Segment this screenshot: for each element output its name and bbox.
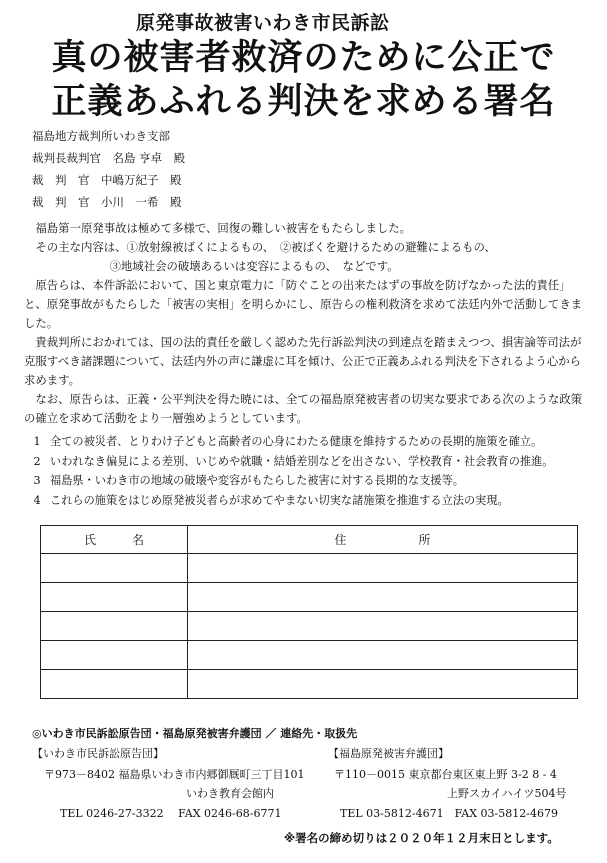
- petition-body: [24, 219, 584, 428]
- address-field[interactable]: [188, 670, 578, 699]
- paragraph-2b: ③地域社会の破壊あるいは変容によるもの、 などです。: [109, 259, 399, 273]
- name-column-header: 氏 名: [41, 526, 188, 554]
- signature-table: [40, 525, 578, 699]
- paragraph-4: 貴裁判所におかれては、国の法的責任を厳しく認めた先行訴訟判決の到達点を踏まえつつ、損害論等司法が克服すべき諸課題について、法廷内外の声に謙虚に耳を傾け、公正で正義あふれる判決を下されるよう心から求めます。: [24, 335, 582, 387]
- address-field[interactable]: [188, 641, 578, 670]
- addressee-court: 福島地方裁判所いわき支部: [32, 129, 170, 143]
- signature-table-header: [41, 526, 578, 554]
- right-address-line2: 上野スカイハイツ504号: [447, 787, 567, 800]
- name-field[interactable]: [41, 583, 188, 612]
- table-row: [41, 641, 578, 670]
- paragraph-5: なお、原告らは、正義・公平判決を得た暁には、全ての福島原発被害者の切実な要求である次のような政策の確立を求めて活動をより一層強めようとしています。: [24, 392, 583, 425]
- paragraph-1: 福島第一原発事故は極めて多様で、回復の難しい被害をもたらしました。: [35, 221, 412, 235]
- left-contact-numbers: TEL 0246-27-3322 FAX 0246-68-6771: [60, 807, 282, 820]
- address-column-header: 住 所: [188, 526, 578, 554]
- address-field[interactable]: [188, 612, 578, 641]
- addressee-chief-judge: 裁判長裁判官 名島 亨卓 殿: [32, 151, 186, 165]
- left-address-line1: 〒973－8402 福島県いわき市内郷御厩町三丁目101: [44, 768, 305, 781]
- addressee-judge-1: 裁 判 官 中嶋万紀子 殿: [32, 173, 182, 187]
- name-field[interactable]: [41, 670, 188, 699]
- organization-name: 原発事故被害いわき市民訴訟: [136, 12, 390, 34]
- table-row: [41, 670, 578, 699]
- right-organization: 【福島原発被害弁護団】: [328, 747, 449, 760]
- name-field[interactable]: [41, 641, 188, 670]
- list-item: 1 全ての被災者、とりわけ子どもと高齢者の心身にわたる健康を維持するための長期的施策を確立。: [33, 435, 543, 448]
- list-item: 3 福島県・いわき市の地域の破壊や変容がもたらした被害に対する長期的な支援等。: [33, 474, 464, 487]
- table-row: [41, 583, 578, 612]
- table-row: [41, 612, 578, 641]
- contact-heading: ◎いわき市民訴訟原告団・福島原発被害弁護団 ／ 連絡先・取扱先: [32, 727, 358, 740]
- left-organization: 【いわき市民訴訟原告団】: [32, 747, 164, 760]
- paragraph-3: 原告らは、本件訴訟において、国と東京電力に「防ぐことの出来たはずの事故を防げなかった法的責任」と、原発事故がもたらした「被害の実相」を明らかにし、原告らの権利救済を求めて法廷内外で活動してきました。: [24, 278, 583, 330]
- name-field[interactable]: [41, 612, 188, 641]
- list-item: 2 いわれなき偏見による差別、いじめや就職・結婚差別などを出さない、学校教育・社会教育の推進。: [33, 454, 554, 468]
- page-title-line1: 真の被害者救済のために公正で: [51, 38, 556, 78]
- address-field[interactable]: [188, 554, 578, 583]
- table-row: [41, 554, 578, 583]
- left-address-line2: いわき教育会館内: [186, 787, 274, 800]
- right-contact-numbers: TEL 03-5812-4671 FAX 03-5812-4679: [340, 807, 558, 820]
- addressee-judge-2: 裁 判 官 小川 一希 殿: [32, 195, 182, 209]
- deadline-note: ※署名の締め切りは２０２０年１２月末日とします。: [284, 831, 559, 845]
- right-address-line1: 〒110－0015 東京都台東区東上野 3-2 8 - 4: [334, 768, 557, 781]
- list-item: 4 これらの施策をはじめ原発被災者らが求めてやまない切実な諸施策を推進する立法の実現。: [33, 493, 509, 507]
- address-field[interactable]: [188, 583, 578, 612]
- paragraph-2a: その主な内容は、①放射線被ばくによるもの、 ②被ばくを避けるための避難によるもの、: [35, 240, 496, 254]
- page-title-line2: 正義あふれる判決を求める署名: [51, 82, 556, 122]
- demand-list: [24, 432, 553, 510]
- name-field[interactable]: [41, 554, 188, 583]
